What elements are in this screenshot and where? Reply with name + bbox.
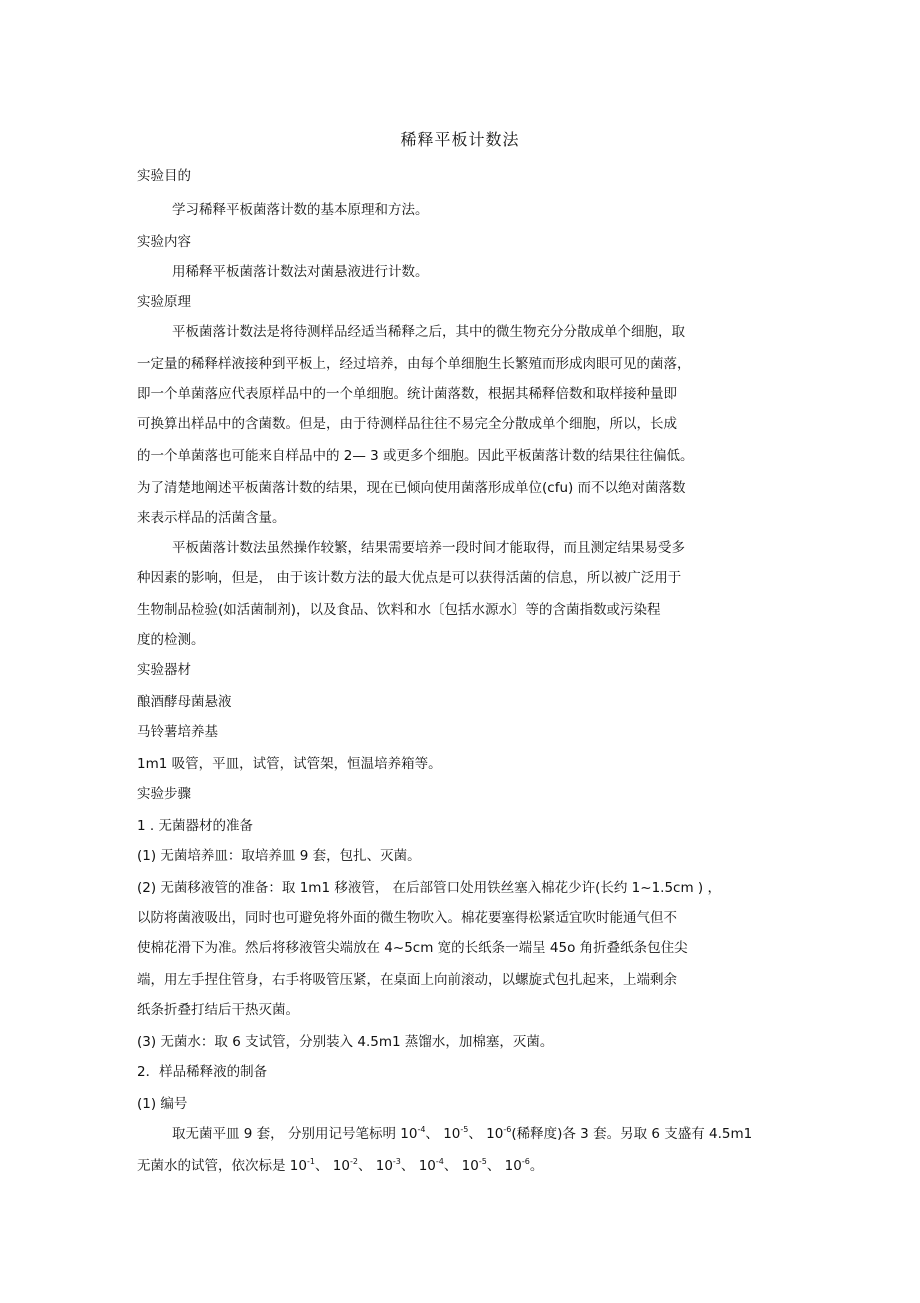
step-item: 以防将菌液吸出，同时也可避免将外面的微生物吹入。棉花要塞得松紧适宜吹时能通气但不: [137, 910, 677, 926]
paragraph-line: 平板菌落计数法虽然操作较繁，结果需要培养一段时间才能取得，而且测定结果易受多: [172, 540, 685, 556]
paragraph-line: 生物制品检验(如活菌制剂)，以及食品、饮料和水〔包括水源水〕等的含菌指数或污染程: [137, 602, 661, 618]
heading-purpose: 实验目的: [137, 168, 191, 184]
document-title: 稀释平板计数法: [400, 130, 520, 149]
step-item: (3) 无菌水：取 6 支试管，分别装入 4.5m1 蒸馏水，加棉塞，灭菌。: [137, 1034, 554, 1050]
material-item: 酿酒酵母菌悬液: [137, 694, 232, 710]
numbering-line-1: 取无菌平皿 9 套， 分别用记号笔标明 $10^{-4}$、 $10^{-5}$、 $10^{-6}$(稀释度)各 3 套。另取 6 支盛有 4.5m1: [172, 1125, 753, 1142]
paragraph-content: 用稀释平板菌落计数法对菌悬液进行计数。: [172, 264, 429, 280]
step-heading: 1 . 无菌器材的准备: [137, 818, 253, 834]
paragraph-line: 即一个单菌落应代表原样品中的一个单细胞。统计菌落数，根据其稀释倍数和取样接种量即: [137, 386, 677, 402]
heading-content: 实验内容: [137, 234, 191, 250]
paragraph-line: 的一个单菌落也可能来自样品中的 2— 3 或更多个细胞。因此平板菌落计数的结果往往偏低。: [137, 448, 694, 464]
step-item: 使棉花滑下为准。然后将移液管尖端放在 4~5cm 宽的长纸条一端呈 45o 角折叠纸条包住尖: [137, 940, 688, 956]
step-item: 端，用左手捏住管身，右手将吸管压紧，在桌面上向前滚动，以螺旋式包扎起来，上端剩余: [137, 972, 677, 988]
paragraph-purpose: 学习稀释平板菌落计数的基本原理和方法。: [172, 202, 429, 218]
paragraph-line: 种因素的影响，但是， 由于该计数方法的最大优点是可以获得活菌的信息，所以被广泛用于: [137, 570, 682, 586]
paragraph-line: 可换算出样品中的含菌数。但是，由于待测样品往往不易完全分散成单个细胞，所以，长成: [137, 416, 677, 432]
material-item: 1m1 吸管，平皿，试管，试管架，恒温培养箱等。: [137, 756, 442, 772]
paragraph-line: 平板菌落计数法是将待测样品经适当稀释之后，其中的微生物充分分散成单个细胞，取: [172, 324, 685, 340]
paragraph-line: 为了清楚地阐述平板菌落计数的结果，现在已倾向使用菌落形成单位(cfu) 而不以绝对菌落数: [137, 480, 686, 496]
heading-steps: 实验步骤: [137, 786, 191, 802]
material-item: 马铃薯培养基: [137, 724, 218, 740]
step-item: (1) 无菌培养皿：取培养皿 9 套，包扎、灭菌。: [137, 848, 421, 864]
paragraph-line: 一定量的稀释样液接种到平板上，经过培养，由每个单细胞生长繁殖而形成肉眼可见的菌落，: [137, 356, 691, 372]
step-item: 纸条折叠打结后干热灭菌。: [137, 1002, 299, 1018]
step-item: (2) 无菌移液管的准备：取 1m1 移液管， 在后部管口处用铁丝塞入棉花少许(长约 1~1.5cm ) ，: [137, 880, 721, 896]
heading-principle: 实验原理: [137, 294, 191, 310]
paragraph-line: 来表示样品的活菌含量。: [137, 510, 286, 526]
step-heading: 2．样品稀释液的制备: [137, 1064, 268, 1080]
heading-materials: 实验器材: [137, 662, 191, 678]
step-item: (1) 编号: [137, 1096, 188, 1112]
paragraph-line: 度的检测。: [137, 632, 205, 648]
numbering-line-2: 无菌水的试管，依次标是 $10^{-1}$、 $10^{-2}$、 $10^{-3}$、 $10^{-4}$、 $10^{-5}$、 $10^{-6}$。: [137, 1157, 544, 1174]
